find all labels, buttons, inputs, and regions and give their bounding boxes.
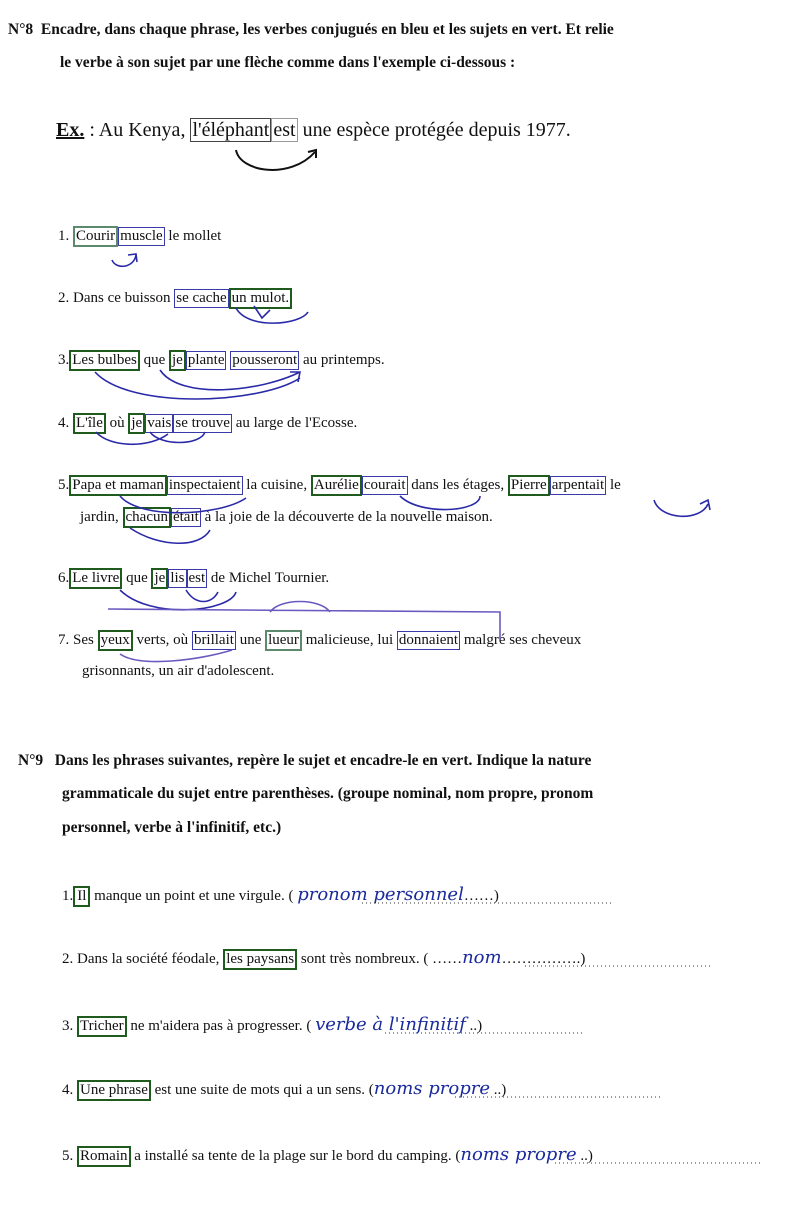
exercise-8-instruction-line1: Encadre, dans chaque phrase, les verbes conjugués en bleu et les sujets en vert. Et relie (40, 21, 614, 38)
exercise-9-instruction-line1: Dans les phrases suivantes, repère le sujet et encadre-le en vert. Indique la nature (54, 752, 592, 769)
subject-box: les paysans (223, 949, 297, 970)
subject-box: Le livre (69, 568, 122, 589)
subject-box-2: je (128, 413, 145, 434)
ex9-sentence-4: 4. Une phrase est une suite de mots qui a un sens. (noms propre ..) (62, 1078, 507, 1099)
ex8-sentence-7: 7. Ses yeux verts, où brillait une lueur malicieuse, lui donnaient malgré ses cheveux (58, 630, 581, 651)
example-sentence: Ex. : Au Kenya, l'éléphant est une espèce protégée depuis 1977. (56, 119, 571, 141)
handwritten-answer: verbe à l'infinitif (315, 1014, 466, 1035)
handwritten-answer: noms propre (373, 1078, 490, 1099)
ex8-sentence-7-line2: grisonnants, un air d'adolescent. (82, 663, 275, 679)
example-verb-box: est (273, 119, 296, 141)
ex8-sentence-1: 1. Courir muscle le mollet (58, 226, 221, 247)
arrow-3 (95, 370, 300, 399)
verb-box: inspectaient (168, 477, 241, 493)
verb-box: muscle (120, 228, 163, 244)
verb-box: lis (170, 570, 185, 586)
verb-box-2: est (188, 570, 206, 586)
example-arrow (236, 150, 315, 170)
subject-box: yeux (98, 630, 133, 651)
verb-box-4: était (172, 509, 199, 525)
ex8-sentence-2: 2. Dans ce buisson se cache un mulot. (58, 288, 292, 309)
exercise-8-number: N°8 (8, 21, 34, 38)
verb-box: brillait (193, 632, 234, 648)
example-post: une espèce protégée depuis 1977. (297, 119, 571, 141)
ex9-sentence-2: 2. Dans la société féodale, les paysans sont très nombreux. ( ……nom…………….) (62, 947, 586, 968)
verb-box-2: se trouve (175, 415, 230, 431)
handwritten-answer: noms propre (460, 1144, 577, 1165)
subject-box: Les bulbes (69, 350, 140, 371)
subject-box: Romain (77, 1146, 131, 1167)
verb-box: se cache (176, 290, 227, 306)
ex8-sentence-5: 5. Papa et maman inspectaient la cuisine, Aurélie courait dans les étages, Pierre arpentait le (58, 475, 621, 496)
ex9-sentence-1: 1. Il manque un point et une virgule. ( pronom personnel……) (62, 884, 499, 905)
arrow-4 (96, 432, 205, 444)
exercise-8-instruction-line2: le verbe à son sujet par une flèche comme dans l'exemple ci-dessous : (60, 54, 516, 71)
subject-box-2: je (151, 568, 168, 589)
subject-box: Papa et maman (69, 475, 167, 496)
exercise-9-number: N°9 (18, 752, 44, 769)
handwritten-answer: nom (462, 947, 502, 968)
exercise-9-instruction-line3: personnel, verbe à l'infinitif, etc.) (62, 819, 282, 836)
verb-box-2: courait (363, 477, 406, 493)
subject-box-2: lueur (265, 630, 302, 651)
arrow-2 (236, 306, 308, 323)
subject-box-3: Pierre (508, 475, 550, 496)
subject-box: Tricher (77, 1016, 127, 1037)
subject-box: Il (73, 886, 90, 907)
ex8-sentence-3: 3. Les bulbes que je plante pousseront au printemps. (58, 350, 385, 371)
ex8-sentence-4: 4. L'île où je vais se trouve au large de l'Ecosse. (58, 413, 357, 434)
arrow-7 (108, 602, 500, 662)
verb-box: vais (147, 415, 172, 431)
subject-box: Une phrase (77, 1080, 151, 1101)
verb-box-2: donnaient (398, 632, 459, 648)
ex9-sentence-3: 3. Tricher ne m'aidera pas à progresser. ( verbe à l'infinitif ..) (62, 1014, 483, 1035)
arrow-1 (112, 254, 137, 266)
example-label: Ex. (56, 119, 85, 141)
subject-box-4: chacun (123, 507, 171, 528)
subject-box: un mulot. (229, 288, 293, 309)
verb-box-3: arpentait (551, 477, 605, 493)
handwritten-answer: pronom personnel (297, 884, 464, 905)
exercise-9-instruction-line2: grammaticale du sujet entre parenthèses. (groupe nominal, nom propre, pronom (62, 785, 594, 802)
arrow-6 (120, 590, 236, 610)
arrow-5 (120, 496, 710, 543)
verb-box-2: pousseront (232, 352, 298, 368)
verb-box: plante (187, 352, 225, 368)
ex8-sentence-5-line2: jardin, chacun était à la joie de la découverte de la nouvelle maison. (80, 507, 493, 528)
example-subject-box: l'éléphant (192, 119, 270, 141)
subject-box-2: Aurélie (311, 475, 362, 496)
subject-box: L'île (73, 413, 106, 434)
ex9-sentence-5: 5. Romain a installé sa tente de la plage sur le bord du camping. (noms propre ..) (62, 1144, 593, 1165)
example-pre: Au Kenya, (98, 119, 191, 141)
subject-box-2: je (169, 350, 186, 371)
ex8-sentence-6: 6. Le livre que je lis est de Michel Tournier. (58, 568, 329, 589)
subject-box: Courir (73, 226, 118, 247)
